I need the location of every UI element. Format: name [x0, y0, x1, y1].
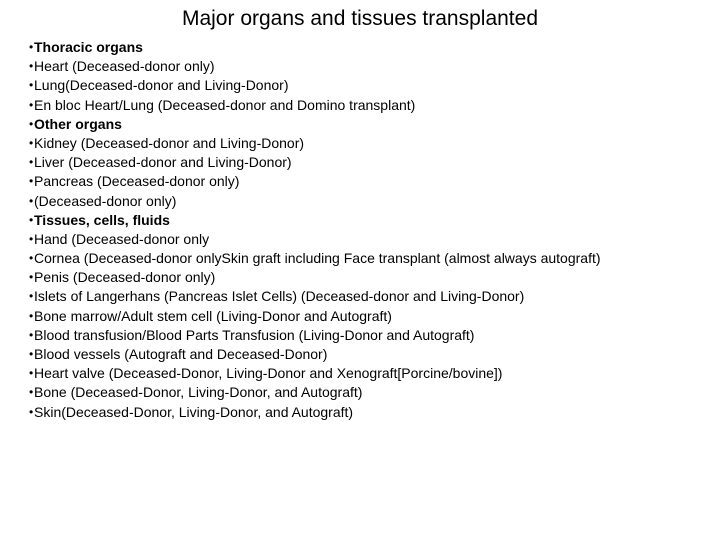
bullet-icon: • [29, 174, 34, 189]
list-item-text: Heart (Deceased-donor only) [34, 58, 215, 75]
list-item-text: Pancreas (Deceased-donor only) [34, 173, 240, 190]
bullet-icon: • [29, 404, 34, 419]
list-item-text: Cornea (Deceased-donor onlySkin graft including Face transplant (almost always autograft) [34, 250, 601, 267]
bullet-icon: • [29, 270, 34, 285]
bullet-icon: • [29, 231, 34, 246]
bullet-icon: • [29, 155, 34, 170]
bullet-icon: • [29, 347, 34, 361]
list-item-text: Bone marrow/Adult stem cell (Living-Donor and Autograft) [34, 307, 392, 324]
bullet-icon: • [29, 251, 34, 266]
section-heading [0, 115, 720, 134]
list-item [0, 192, 720, 211]
list-item-text: Blood vessels (Autograft and Deceased-Donor) [34, 346, 328, 362]
list-item [0, 345, 720, 364]
slide-title: Major organs and tissues transplanted [181, 7, 539, 30]
list-item-text: Bone (Deceased-Donor, Living-Donor, and Autograft) [34, 384, 363, 401]
list-item [0, 134, 720, 153]
list-item-text: (Deceased-donor only) [34, 192, 177, 209]
list-item [0, 153, 720, 172]
bullet-icon: • [29, 78, 34, 93]
list-item [0, 287, 720, 306]
list-item [0, 96, 720, 115]
list-item [0, 76, 720, 95]
bullet-icon: • [29, 116, 34, 131]
list-item-text: Islets of Langerhans (Pancreas Islet Cells) (Deceased-donor and Living-Donor) [34, 288, 525, 305]
bullet-icon: • [29, 193, 34, 208]
bullet-icon: • [29, 212, 34, 227]
bullet-icon: • [29, 308, 34, 323]
list-item-text: Heart valve (Deceased-Donor, Living-Donor and Xenograft[Porcine/bovine]) [34, 365, 503, 382]
list-item-text: Blood transfusion/Blood Parts Transfusion (Living-Donor and Autograft) [34, 326, 475, 343]
list-item-text: Penis (Deceased-donor only) [34, 269, 216, 286]
list-item-text: Liver (Deceased-donor and Living-Donor) [34, 154, 292, 171]
bullet-icon: • [29, 40, 34, 54]
list-item [0, 268, 720, 287]
section-heading-text: Other organs [34, 115, 122, 132]
bullet-icon: • [29, 385, 34, 400]
list-item-text: Kidney (Deceased-donor and Living-Donor) [34, 134, 305, 151]
list-item [0, 364, 720, 383]
list-item [0, 307, 720, 326]
list-item [0, 230, 720, 249]
section-heading-text: Thoracic organs [34, 39, 143, 55]
bullet-icon: • [29, 59, 34, 74]
section-heading [0, 38, 720, 57]
list-item [0, 172, 720, 191]
list-item [0, 57, 720, 76]
bullet-icon: • [29, 289, 34, 304]
list-item-text: En bloc Heart/Lung (Deceased-donor and Domino transplant) [34, 96, 416, 113]
section-heading [0, 211, 720, 230]
bullet-icon: • [29, 327, 34, 342]
bullet-icon: • [29, 135, 34, 150]
bullet-icon: • [29, 97, 34, 112]
bullet-icon: • [29, 366, 34, 381]
list-item-text: Lung(Deceased-donor and Living-Donor) [34, 77, 289, 94]
list-item [0, 403, 720, 422]
list-item [0, 383, 720, 402]
section-heading-text: Tissues, cells, fluids [34, 211, 170, 228]
list-item-text: Skin(Deceased-Donor, Living-Donor, and Autograft) [34, 403, 354, 420]
list-item [0, 326, 720, 345]
list-item-text: Hand (Deceased-donor only [34, 230, 210, 247]
bullet-list [0, 38, 720, 422]
list-item [0, 249, 720, 268]
